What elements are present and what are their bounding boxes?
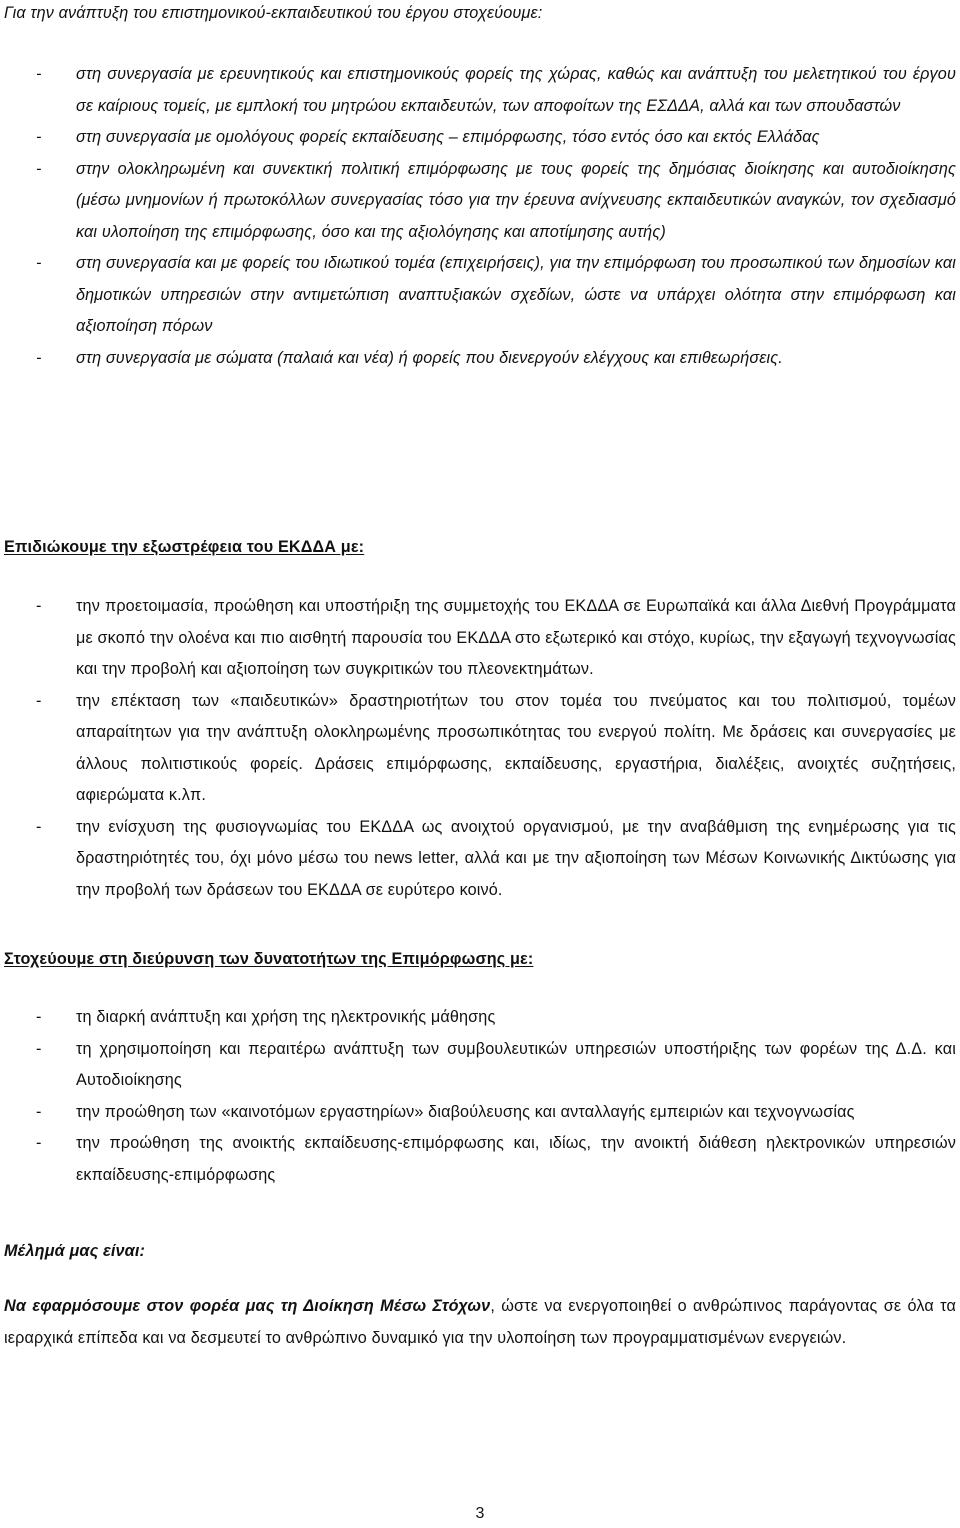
list-item-text: στη συνεργασία με ομολόγους φορείς εκπαίδευσης – επιμόρφωσης, τόσο εντός όσο και εκτός Ελλάδας — [76, 128, 820, 146]
list-item-text: την προώθηση της ανοικτής εκπαίδευσης-επιμόρφωσης και, ιδίως, την ανοικτή διάθεση ηλεκτρονικών υπηρεσιών εκπαίδευσης-επιμόρφωσης — [76, 1134, 956, 1184]
list-item — [4, 1128, 956, 1191]
closing-paragraph — [4, 1291, 956, 1354]
list-item-text: τη διαρκή ανάπτυξη και χρήση της ηλεκτρονικής μάθησης — [76, 1008, 496, 1026]
list-dash: - — [36, 254, 42, 272]
list-dash: - — [36, 159, 42, 178]
list-item-text: στη συνεργασία με ερευνητικούς και επιστημονικούς φορείς της χώρας, καθώς και ανάπτυξη του μελετητικού του έργου σε καίριους τομείς, με εμπλοκή του μητρώου εκπαιδευτών, των αποφοίτων της ΕΣΔΔΑ, αλλά και των σπουδαστών — [76, 65, 956, 115]
list-dash: - — [36, 65, 42, 83]
list-item-text: την προετοιμασία, προώθηση και υποστήριξη της συμμετοχής του ΕΚΔΔΑ σε Ευρωπαϊκά και άλλα Διεθνή Προγράμματα με σκοπό την ολοένα και πιο αισθητή παρουσία του ΕΚΔΔΑ στο εξωτερικό και στόχο, κυρίως, την εξαγωγή τεχνογνωσίας και την προβολή και αξιοποίηση των συγκριτικών του πλεονεκτημάτων. — [76, 597, 956, 678]
list-item-text: την επέκταση των «παιδευτικών» δραστηριοτήτων του στον τομέα του πνεύματος και του πολιτισμού, τομέων απαραίτητων για την ανάπτυξη ολοκληρωμένης προσωπικότητας του ενεργού πολίτη. Με δράσεις και συνεργασίες με άλλους πολιτιστικούς φορείς. Δράσεις επιμόρφωσης, εκπαίδευσης, εργαστήρια, διαλέξεις, ανοιχτές συζητήσεις, αφιερώματα κ.λπ. — [76, 691, 956, 804]
list-item — [4, 686, 956, 812]
research-goals-list — [4, 59, 956, 374]
list-item — [4, 59, 956, 122]
section-heading-concern: Μέλημά μας είναι: — [4, 1242, 146, 1260]
list-item — [4, 1034, 956, 1097]
list-dash: - — [36, 1008, 42, 1026]
section-heading-research: Για την ανάπτυξη του επιστημονικού-εκπαιδευτικού του έργου στοχεύουμε: — [4, 4, 543, 22]
section-heading-outreach: Επιδιώκουμε την εξωστρέφεια του ΕΚΔΔΑ με: — [4, 538, 365, 556]
list-dash: - — [36, 1134, 42, 1152]
list-item — [4, 1097, 956, 1129]
list-item-text: στη συνεργασία και με φορείς του ιδιωτικού τομέα (επιχειρήσεις), για την επιμόρφωση του προσωπικού των δημοσίων και δημοτικών υπηρεσιών στην αντιμετώπιση αναπτυξιακών σχεδίων, ώστε να υπάρχει ολότητα στην επιμόρφωση και αξιοποίηση πόρων — [76, 254, 956, 335]
page-number: 3 — [475, 1505, 485, 1522]
list-item — [4, 248, 956, 343]
list-item — [4, 1002, 956, 1034]
list-item-text: τη χρησιμοποίηση και περαιτέρω ανάπτυξη των συμβουλευτικών υπηρεσιών υποστήριξης των φορέων της Δ.Δ. και Αυτοδιοίκησης — [76, 1039, 956, 1089]
list-item — [4, 122, 956, 154]
list-item — [4, 591, 956, 686]
list-dash: - — [36, 348, 42, 367]
outreach-list — [4, 591, 956, 906]
closing-rest: , ώστε να ενεργοποιηθεί ο ανθρώπινος παράγοντας σε όλα τα ιεραρχικά επίπεδα και να δεσμευτεί το ανθρώπινο δυναμικό για την υλοποίηση των προγραμματισμένων ενεργειών. — [4, 1297, 956, 1347]
list-dash: - — [36, 597, 42, 615]
list-dash: - — [36, 1102, 42, 1121]
list-item-text: την προώθηση των «καινοτόμων εργαστηρίων» διαβούλευσης και ανταλλαγής εμπειριών και τεχνογνωσίας — [76, 1102, 855, 1121]
list-dash: - — [36, 128, 42, 146]
list-item-text: στην ολοκληρωμένη και συνεκτική πολιτική επιμόρφωσης με τους φορείς της δημόσιας διοίκησης και αυτοδιοίκησης (μέσω μνημονίων ή πρωτοκόλλων συνεργασίας τόσο για την έρευνα ανίχνευσης εκπαιδευτικών αναγκών, τον σχεδιασμό και υλοποίηση της επιμόρφωσης, όσο και της αξιολόγησης και αποτίμησης αυτής) — [76, 159, 956, 241]
section-heading-expansion: Στοχεύουμε στη διεύρυνση των δυνατοτήτων της Επιμόρφωσης με: — [4, 950, 534, 968]
list-item-text: στη συνεργασία με σώματα (παλαιά και νέα) ή φορείς που διενεργούν ελέγχους και επιθεωρήσεις. — [76, 348, 783, 367]
list-item — [4, 812, 956, 907]
list-item — [4, 154, 956, 249]
list-item — [4, 343, 956, 375]
expansion-list — [4, 1002, 956, 1191]
list-dash: - — [36, 817, 42, 836]
list-dash: - — [36, 691, 42, 710]
closing-emphasis: Να εφαρμόσουμε στον φορέα μας τη Διοίκηση Μέσω Στόχων — [4, 1297, 491, 1315]
list-dash: - — [36, 1039, 42, 1058]
list-item-text: την ενίσχυση της φυσιογνωμίας του ΕΚΔΔΑ ως ανοιχτού οργανισμού, με την αναβάθμιση της ενημέρωσης για τις δραστηριότητές του, όχι μόνο μέσω του news letter, αλλά και με την αξιοποίηση των Μέσων Κοινωνικής Δικτύωσης για την προβολή των δράσεων του ΕΚΔΔΑ σε ευρύτερο κοινό. — [76, 817, 956, 899]
